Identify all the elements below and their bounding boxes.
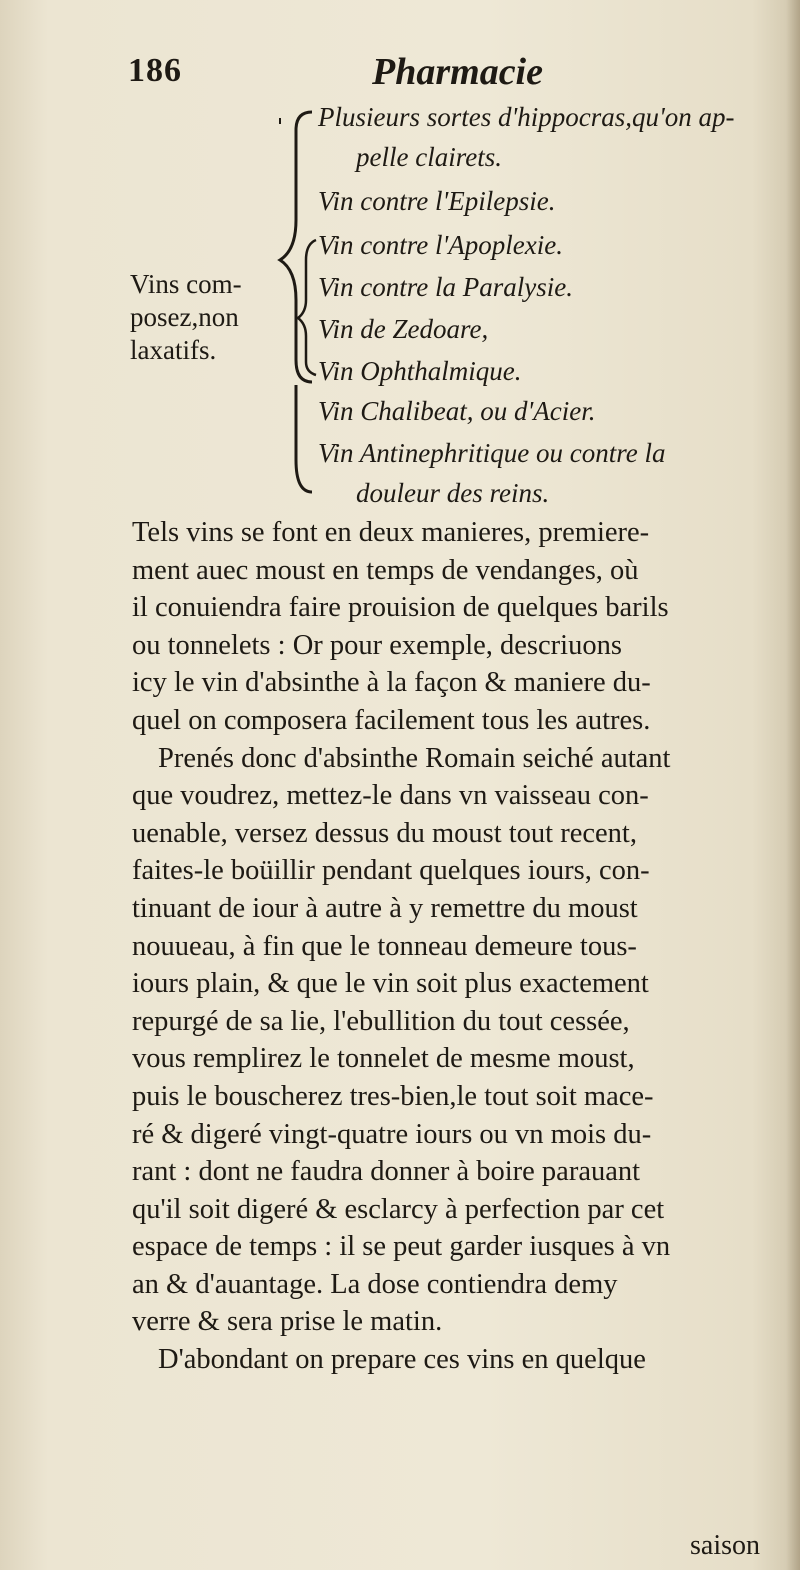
text-line: il conuiendra faire prouision de quelques barils: [132, 592, 669, 624]
group-label-line: laxatifs.: [130, 335, 217, 365]
table-entry: Vin Chalibeat, ou d'Acier.: [318, 396, 596, 426]
text-line: D'abondant on prepare ces vins en quelque: [158, 1344, 646, 1376]
text-line: tinuant de iour à autre à y remettre du moust: [132, 892, 638, 924]
table-entry: Plusieurs sortes d'hippocras,qu'on ap-: [318, 102, 735, 132]
text-line: iours plain, & que le vin soit plus exactement: [132, 968, 649, 1000]
text-line: uenable, versez dessus du moust tout recent,: [132, 817, 637, 849]
table-entry: Vin contre l'Apoplexie.: [318, 230, 563, 260]
text-line: vous remplirez le tonnelet de mesme moust,: [132, 1043, 635, 1075]
text-line: an & d'auantage. La dose contiendra demy: [132, 1268, 618, 1300]
wine-list-table: [0, 100, 800, 510]
running-head: Pharmacie: [372, 51, 543, 93]
table-entry: Vin contre l'Epilepsie.: [318, 186, 556, 216]
table-entry: Vin contre la Paralysie.: [318, 272, 573, 302]
body-text: [132, 514, 764, 1379]
group-label-line: posez,non: [130, 302, 239, 332]
text-line: que voudrez, mettez-le dans vn vaisseau con-: [132, 780, 649, 812]
text-line: rant : dont ne faudra donner à boire parauant: [132, 1156, 641, 1188]
text-line: faites-le boüillir pendant quelques iours, con-: [132, 855, 650, 887]
table-entry: pelle clairets.: [356, 142, 502, 172]
group-label-line: Vins com-: [130, 269, 242, 299]
text-line: qu'il soit digeré & esclarcy à perfection par cet: [132, 1193, 665, 1225]
text-line: puis le bouscherez tres-bien,le tout soit mace-: [132, 1080, 654, 1112]
text-line: repurgé de sa lie, l'ebullition du tout cessée,: [132, 1005, 630, 1037]
text-line: icy le vin d'absinthe à la façon & maniere du-: [132, 667, 651, 699]
text-line: nouueau, à fin que le tonneau demeure tous-: [132, 930, 637, 962]
catchword: saison: [690, 1530, 760, 1561]
table-entry: douleur des reins.: [356, 478, 550, 508]
table-entry: Vin Antinephritique ou contre la: [318, 438, 666, 468]
text-line: verre & sera prise le matin.: [132, 1306, 443, 1338]
table-entry: Vin de Zedoare,: [318, 314, 489, 344]
group-label: [130, 268, 290, 367]
text-line: ment auec moust en temps de vendanges, où: [132, 554, 639, 586]
text-line: espace de temps : il se peut garder iusques à vn: [132, 1231, 671, 1263]
text-line: Prenés donc d'absinthe Romain seiché autant: [158, 742, 671, 774]
text-line: ré & digeré vingt-quatre iours ou vn mois du-: [132, 1118, 652, 1150]
text-line: Tels vins se font en deux manieres, premiere-: [132, 517, 650, 548]
text-line: quel on composera facilement tous les autres.: [132, 704, 651, 736]
page-number: 186: [128, 52, 182, 89]
table-entry: Vin Ophthalmique.: [318, 356, 522, 386]
text-line: ou tonnelets : Or pour exemple, descriuons: [132, 629, 622, 661]
